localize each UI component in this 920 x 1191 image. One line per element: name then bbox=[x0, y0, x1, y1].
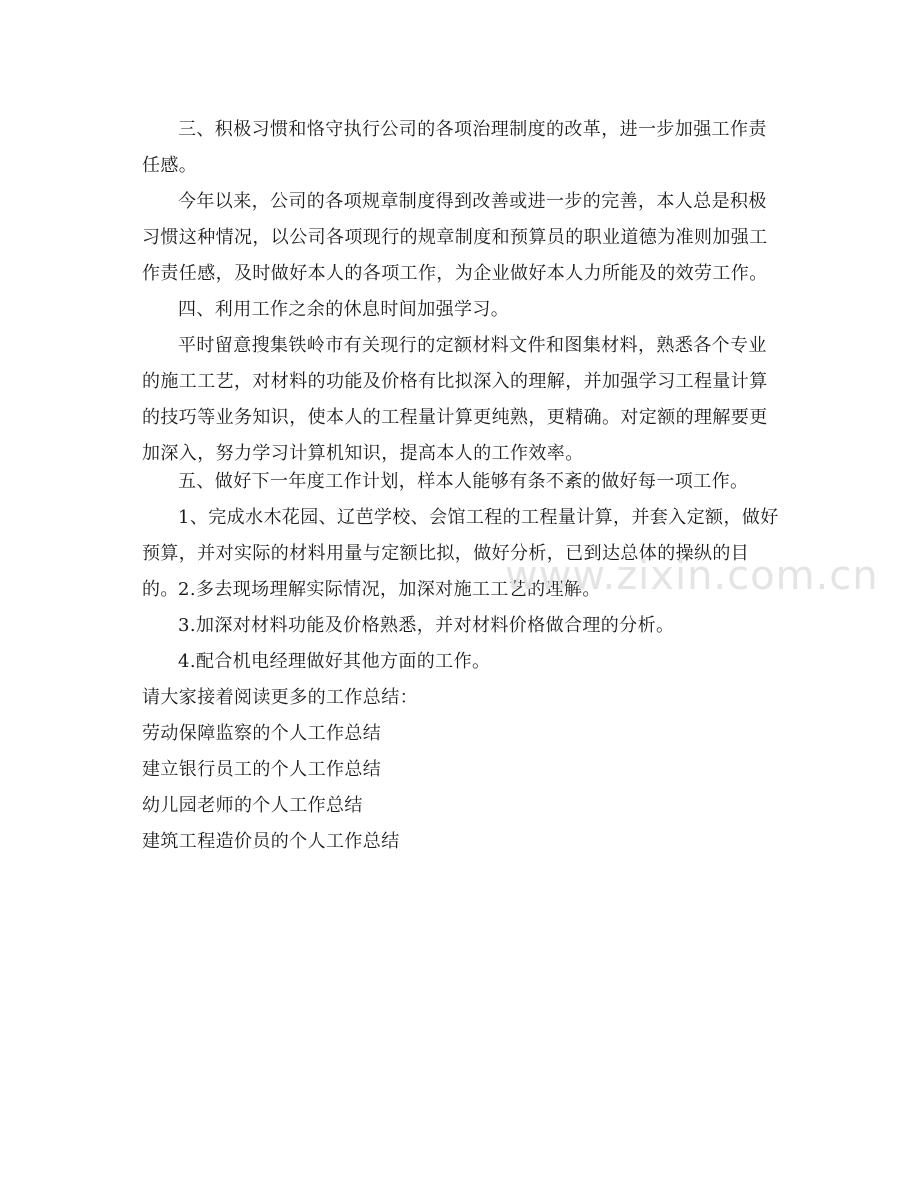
plan-item-1: 1、完成水木花园、辽芭学校、会馆工程的工程量计算，并套入定额，做好预算，并对实际的材料用量与定额比拟，做好分析，已到达总体的操纵的目的。 bbox=[142, 507, 779, 600]
related-article-link-1[interactable]: 劳动保障监察的个人工作总结 bbox=[142, 723, 382, 744]
more-reading-intro: 请大家接着阅读更多的工作总结： bbox=[142, 687, 418, 708]
site-watermark: www.zixin.com.cn bbox=[505, 553, 879, 599]
paragraph-section-four-body: 平时留意搜集铁岭市有关现行的定额材料文件和图集材料，熟悉各个专业的施工工艺，对材料的功能及价格有比拟深入的理解，并加强学习工程量计算的技巧等业务知识，使本人的工程量计算更纯熟，更精确。对定额的理解要更加深入，努力学习计算机知识，提高本人的工作效率。 bbox=[142, 335, 768, 464]
plan-item-2: 2.多去现场理解实际情况，加深对施工工艺的理解。 bbox=[178, 579, 601, 600]
plan-item-3: 3.加深对材料功能及价格熟悉，并对材料价格做合理的分析。 bbox=[178, 615, 675, 636]
related-article-link-2[interactable]: 建立银行员工的个人工作总结 bbox=[142, 759, 382, 780]
paragraph-section-three-body: 今年以来，公司的各项规章制度得到改善或进一步的完善，本人总是积极习惯这种情况，以公司各项现行的规章制度和预算员的职业道德为准则加强工作责任感，及时做好本人的各项工作，为企业做好本人力所能及的效劳工作。 bbox=[142, 191, 768, 284]
paragraph-section-four-heading: 四、利用工作之余的休息时间加强学习。 bbox=[178, 299, 510, 320]
related-article-link-4[interactable]: 建筑工程造价员的个人工作总结 bbox=[142, 831, 400, 852]
related-article-link-3[interactable]: 幼儿园老师的个人工作总结 bbox=[142, 795, 363, 816]
paragraph-section-three-heading: 三、积极习惯和恪守执行公司的各项治理制度的改革，进一步加强工作责任感。 bbox=[142, 119, 767, 176]
paragraph-section-five-heading: 五、做好下一年度工作计划，样本人能够有条不紊的做好每一项工作。 bbox=[178, 471, 749, 492]
plan-item-4: 4.配合机电经理做好其他方面的工作。 bbox=[178, 651, 491, 672]
